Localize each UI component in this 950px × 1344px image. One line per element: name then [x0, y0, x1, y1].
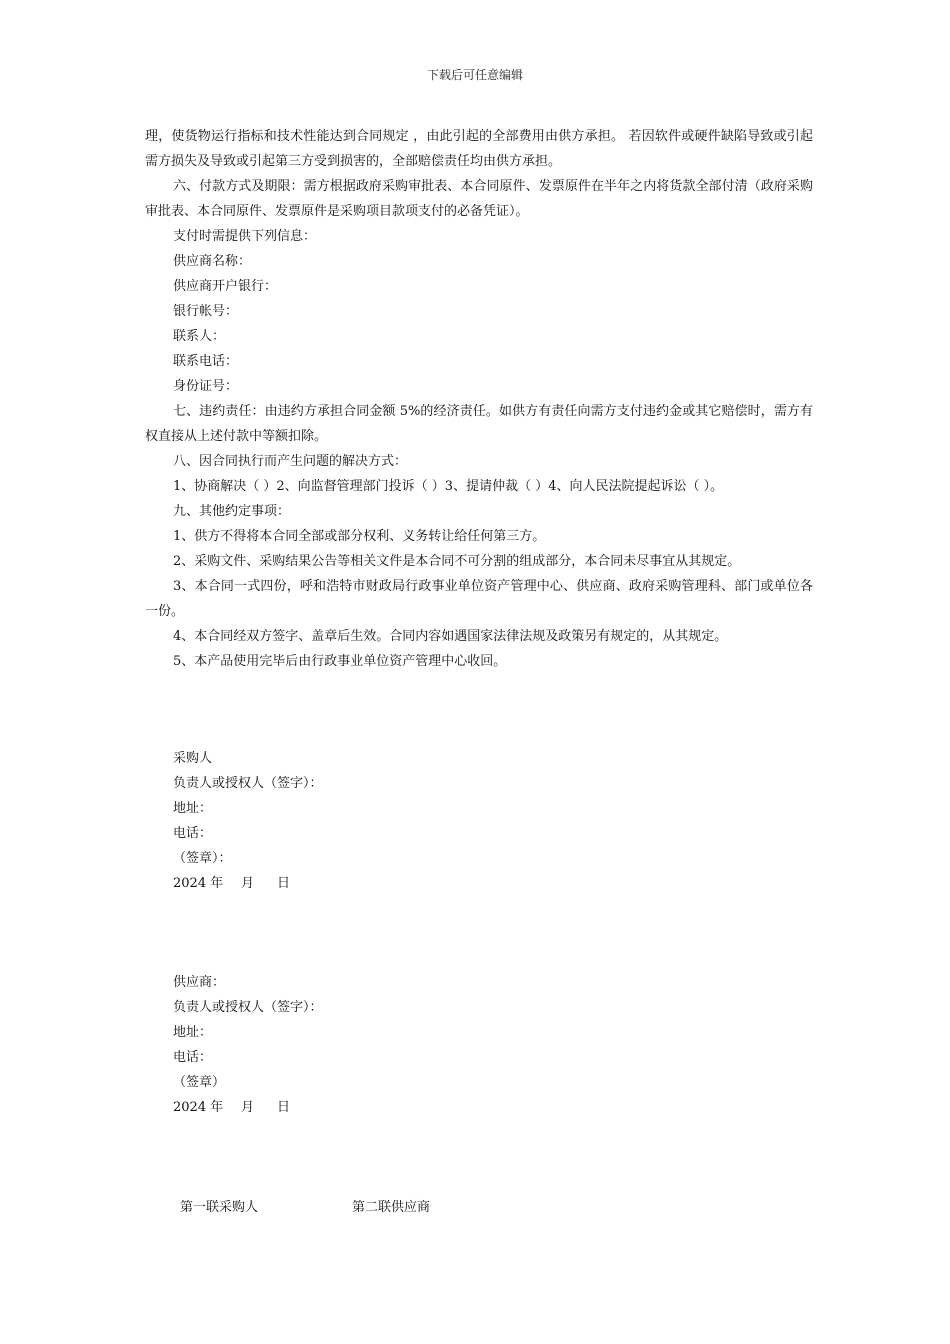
copy-distribution — [180, 1198, 430, 1218]
purchaser-date-year: 2024 年 — [173, 876, 224, 891]
supplier-seal: （签章） — [173, 1075, 226, 1090]
purchaser-date-day: 日 — [277, 876, 291, 891]
paragraph-payment-terms: 六、付款方式及期限：需方根据政府采购审批表、本合同原件、发票原件在半年之内将货款全部付清（政府采购审批表、本合同原件、发票原件是采购项目款项支付的必备凭证）。 — [145, 179, 813, 219]
paragraph-term-1: 1、供方不得将本合同全部或部分权利、义务转让给任何第三方。 — [173, 529, 546, 544]
purchaser-phone: 电话： — [173, 826, 213, 841]
paragraph-breach-liability: 七、违约责任：由违约方承担合同金额 5%的经济责任。如供方有责任向需方支付违约金或其它赔偿时，需方有权直接从上述付款中等额扣除。 — [145, 404, 813, 444]
field-supplier-name: 供应商名称： — [173, 254, 252, 269]
paragraph-dispute-heading: 八、因合同执行而产生问题的解决方式： — [173, 454, 408, 469]
purchaser-date-month: 月 — [241, 876, 255, 891]
field-contact-person: 联系人： — [173, 329, 226, 344]
supplier-signature-block — [173, 970, 323, 1120]
purchaser-address: 地址： — [173, 801, 213, 816]
paragraph-payment-info-intro: 支付时需提供下列信息： — [173, 229, 317, 244]
field-bank-account: 银行帐号： — [173, 304, 239, 319]
purchaser-title: 采购人 — [173, 751, 213, 766]
paragraph-other-terms-heading: 九、其他约定事项： — [173, 504, 291, 519]
supplier-phone: 电话： — [173, 1050, 213, 1065]
copy-1-purchaser: 第一联采购人 — [180, 1200, 259, 1215]
purchaser-rep: 负责人或授权人（签字）： — [173, 776, 323, 791]
supplier-date-month: 月 — [241, 1100, 255, 1115]
supplier-date — [173, 1095, 323, 1120]
supplier-date-day: 日 — [277, 1100, 291, 1115]
paragraph-dispute-options: 1、协商解决（ ）2、向监督管理部门投诉（ ）3、提请仲裁（ ）4、向人民法院提起诉讼（ ）。 — [173, 479, 724, 494]
paragraph-term-3: 3、本合同一式四份，呼和浩特市财政局行政事业单位资产管理中心、供应商、政府采购管理科、部门或单位各一份。 — [145, 579, 813, 619]
supplier-rep: 负责人或授权人（签字）： — [173, 1000, 323, 1015]
purchaser-date — [173, 871, 323, 896]
supplier-title: 供应商： — [173, 975, 226, 990]
copy-2-supplier: 第二联供应商 — [352, 1200, 431, 1215]
paragraph-term-4: 4、本合同经双方签字、盖章后生效。合同内容如遇国家法律法规及政策另有规定的，从其规定。 — [173, 629, 728, 644]
purchaser-seal: （签章）： — [173, 851, 232, 866]
paragraph-term-2: 2、采购文件、采购结果公告等相关文件是本合同不可分割的组成部分，本合同未尽事宜从其规定。 — [173, 554, 741, 569]
field-supplier-bank: 供应商开户银行： — [173, 279, 278, 294]
field-id-number: 身份证号： — [173, 379, 239, 394]
paragraph-continuation: 理，使货物运行指标和技术性能达到合同规定 ，由此引起的全部费用由供方承担。 若因软件或硬件缺陷导致或引起需方损失及导致或引起第三方受到损害的，全部赔偿责任均由供方承担。 — [145, 129, 813, 169]
supplier-address: 地址： — [173, 1025, 213, 1040]
supplier-date-year: 2024 年 — [173, 1100, 224, 1115]
contract-body — [145, 124, 813, 674]
paragraph-term-5: 5、本产品使用完毕后由行政事业单位资产管理中心收回。 — [173, 654, 507, 669]
purchaser-signature-block — [173, 746, 323, 896]
page-header-note: 下载后可任意编辑 — [426, 68, 523, 82]
field-contact-phone: 联系电话： — [173, 354, 239, 369]
